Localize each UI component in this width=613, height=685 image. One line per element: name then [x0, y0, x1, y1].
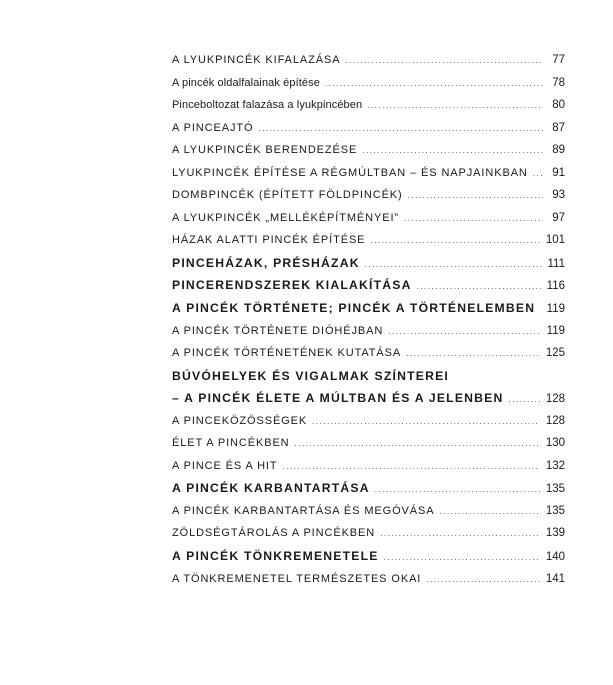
toc-entry-title: A LYUKPINCÉK KIFALAZÁSA: [172, 54, 341, 66]
toc-entry: [172, 410, 565, 433]
toc-entry-title: A LYUKPINCÉK BERENDEZÉSE: [172, 144, 358, 157]
toc-entry-title: A TÖNKREMENETEL TERMÉSZETES OKAI: [172, 572, 422, 585]
dot-leader: [258, 118, 543, 141]
toc-entry-title: A PINCEKÖZÖSSÉGEK: [172, 414, 308, 427]
toc-entry-title: LYUKPINCÉK ÉPÍTÉSE A RÉGMÚLTBAN – ÉS NAPJAINKBAN: [172, 166, 528, 179]
dot-leader: [365, 254, 542, 277]
toc-entry: [172, 320, 565, 343]
dot-leader: [362, 140, 543, 163]
toc-entry: [172, 229, 565, 252]
toc-entry-page: 80: [552, 99, 565, 112]
dot-leader: [404, 208, 543, 231]
toc-entry-page: 141: [545, 572, 565, 585]
toc-entry: [172, 477, 565, 500]
toc-entry: [172, 387, 565, 410]
toc-entry-page: 119: [546, 324, 565, 337]
toc-entry: [172, 274, 565, 297]
dot-leader: [370, 230, 539, 253]
toc-entry-page: 125: [545, 347, 565, 360]
toc-entry: [172, 545, 565, 568]
toc-entry-title: DOMBPINCÉK (ÉPÍTETT FÖLDPINCÉK): [172, 189, 403, 202]
toc-entry-page: 91: [552, 166, 565, 179]
toc-entry-title: – A PINCÉK ÉLETE A MÚLTBAN ÉS A JELENBEN: [172, 391, 504, 406]
toc-entry-title: A pincék oldalfalainak építése: [172, 76, 320, 89]
toc-entry-title: A PINCÉK TÖNKREMENETELE: [172, 549, 379, 564]
toc-entry: [172, 297, 565, 320]
toc-entry-title: HÁZAK ALATTI PINCÉK ÉPÍTÉSE: [172, 234, 366, 247]
toc-entry-page: 139: [545, 527, 565, 540]
toc-entry-title: A LYUKPINCÉK „MELLÉKÉPÍTMÉNYEI”: [172, 211, 399, 224]
dot-leader: [406, 343, 540, 366]
toc-entry: [172, 207, 565, 230]
toc-entry-page: 130: [545, 437, 565, 450]
toc-entry-page: 128: [545, 393, 565, 406]
toc-entry: [172, 500, 565, 523]
toc-entry-page: 116: [546, 280, 565, 293]
dot-leader: [380, 523, 540, 546]
toc-entry-page: 101: [545, 234, 565, 247]
dot-leader: [384, 547, 540, 570]
dot-leader: [509, 389, 540, 412]
toc-entry-page: 135: [545, 483, 565, 496]
toc-entry-title: A PINCE ÉS A HIT: [172, 459, 278, 472]
toc-entry-title: A PINCEAJTÓ: [172, 121, 254, 134]
dot-leader: [533, 163, 543, 186]
toc-entry-title: Pinceboltozat falazása a lyukpincében: [172, 99, 363, 112]
dot-leader: [375, 479, 540, 502]
toc-entry-page: 89: [552, 144, 565, 157]
toc-entry: [172, 117, 565, 140]
toc-entry: [172, 162, 565, 185]
dot-leader: [426, 569, 540, 592]
toc-entry-page: 135: [545, 504, 565, 517]
toc-entry-page: 97: [552, 211, 565, 224]
toc-entry: [172, 72, 565, 95]
toc-entry-page: 128: [545, 414, 565, 427]
toc-entry-title: BÚVÓHELYEK ÉS VIGALMAK SZÍNTEREI: [172, 368, 449, 383]
dot-leader: [440, 501, 540, 524]
dot-leader: [295, 433, 540, 456]
toc-entry-title: A PINCÉK TÖRTÉNETE DIÓHÉJBAN: [172, 324, 384, 337]
toc-entry-title: ÉLET A PINCÉKBEN: [172, 437, 290, 450]
toc-entry-page: 78: [552, 76, 565, 89]
dot-leader: [325, 73, 543, 96]
toc-entry: [172, 568, 565, 591]
dot-leader: [312, 411, 540, 434]
toc-entry-title: ZÖLDSÉGTÁROLÁS A PINCÉKBEN: [172, 527, 376, 540]
toc-entry-title: A PINCÉK TÖRTÉNETÉNEK KUTATÁSA: [172, 347, 402, 360]
dot-leader: [408, 185, 543, 208]
toc-entry-page: 140: [545, 551, 565, 564]
toc-entry-title: A PINCÉK KARBANTARTÁSA ÉS MEGÓVÁSA: [172, 504, 435, 517]
toc-entry-page: 77: [552, 54, 565, 66]
dot-leader: [388, 321, 540, 344]
toc-entry-title: PINCERENDSZEREK KIALAKÍTÁSA: [172, 278, 412, 293]
toc-entry-title: A PINCÉK KARBANTARTÁSA: [172, 481, 370, 496]
dot-leader: [417, 276, 541, 299]
toc-entry: [172, 139, 565, 162]
toc-entry: [172, 252, 565, 275]
toc-entry: [172, 455, 565, 478]
toc-entry: [172, 184, 565, 207]
toc-entry-page: 93: [552, 189, 565, 202]
toc-entry: [172, 522, 565, 545]
toc-entry-page: 111: [547, 257, 565, 270]
toc-entry-page: 87: [552, 121, 565, 134]
toc-entry-page: 132: [545, 459, 565, 472]
toc-entry: [172, 342, 565, 365]
toc-entry: [172, 49, 565, 72]
dot-leader: [345, 50, 543, 73]
toc-entry: [172, 94, 565, 117]
table-of-contents: [172, 49, 565, 590]
dot-leader: [367, 95, 543, 118]
toc-entry-title: A PINCÉK TÖRTÉNETE; PINCÉK A TÖRTÉNELEMBEN: [172, 301, 536, 316]
toc-entry-title: PINCEHÁZAK, PRÉSHÁZAK: [172, 255, 360, 270]
toc-entry: [172, 365, 565, 388]
toc-entry: [172, 432, 565, 455]
toc-entry-page: 119: [546, 303, 565, 316]
dot-leader: [283, 456, 540, 479]
